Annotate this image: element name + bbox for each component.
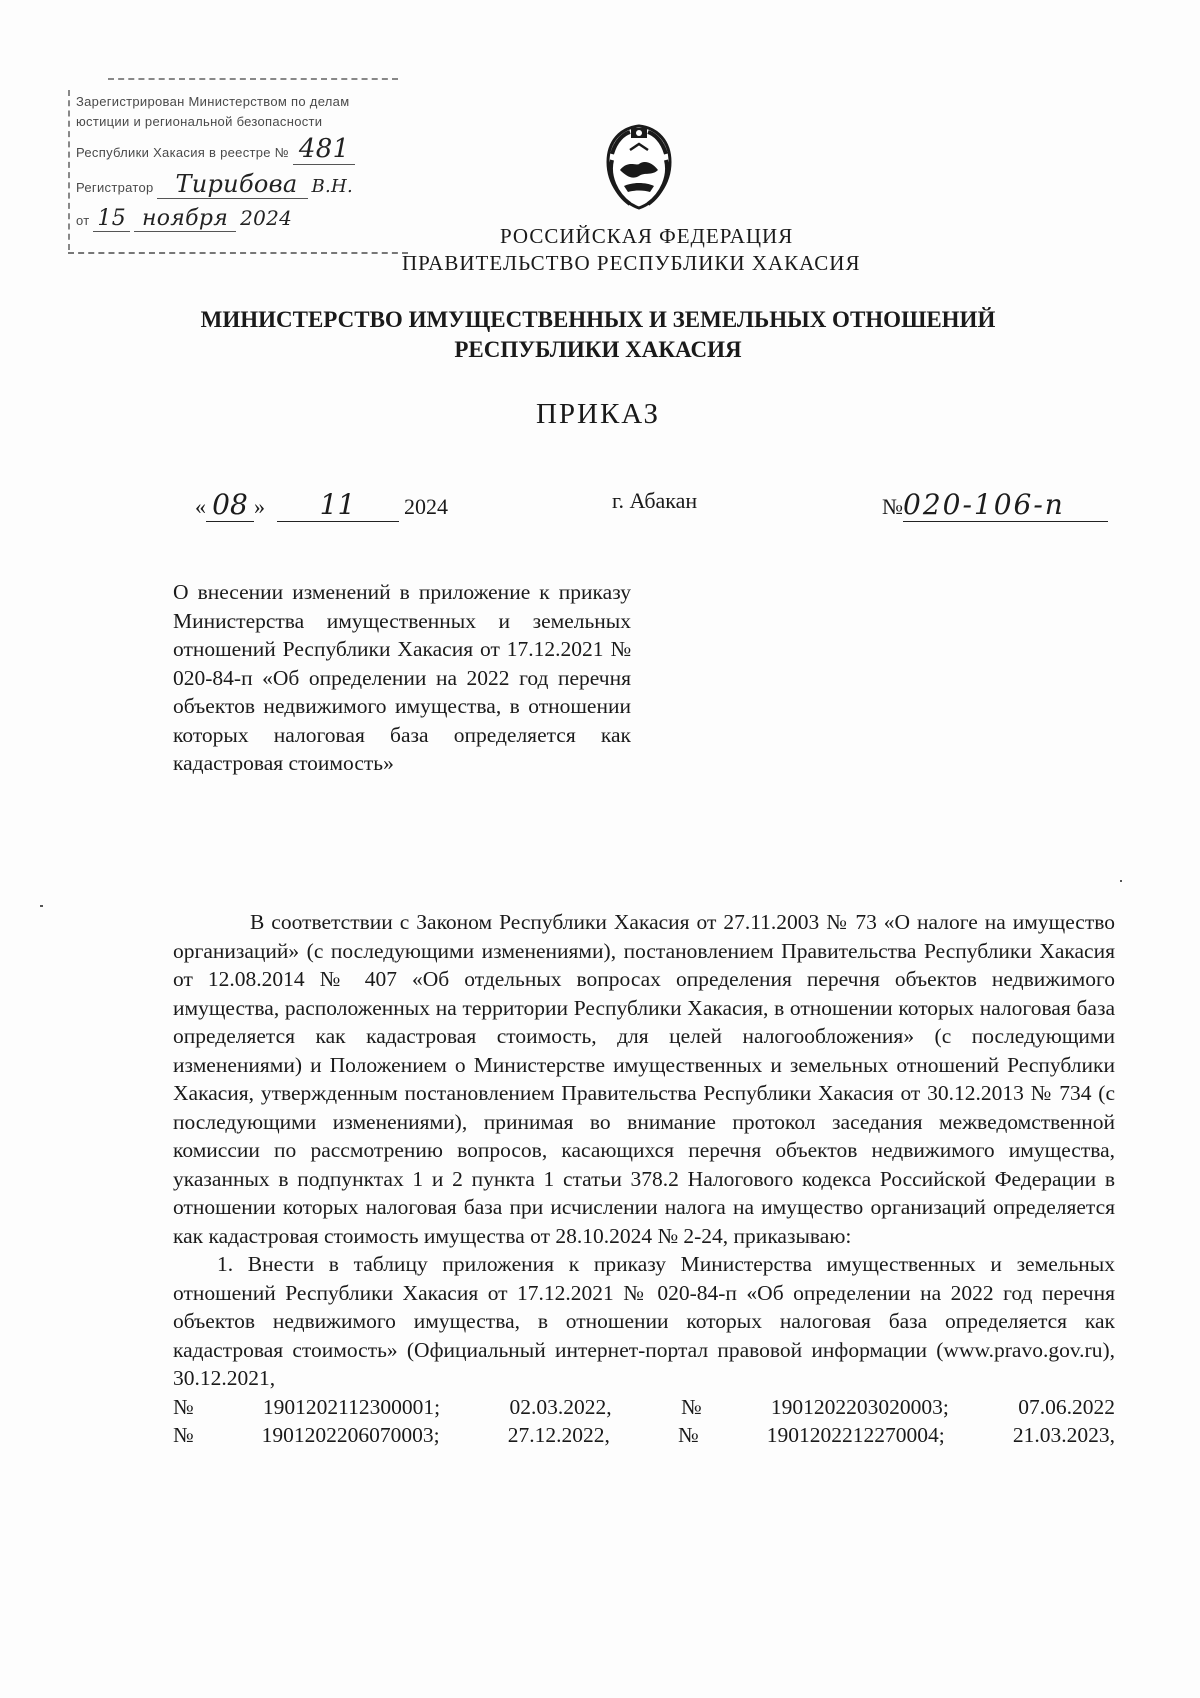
number-value: 020-106-п	[903, 488, 1108, 522]
stamp-registrar-initials: В.Н.	[311, 176, 354, 197]
reg-cell: 21.03.2023,	[1012, 1423, 1115, 1447]
scan-speck	[1120, 880, 1122, 882]
khakassia-coat-of-arms-icon	[600, 120, 678, 212]
order-city: г. Абакан	[612, 488, 698, 513]
order-date	[195, 488, 448, 522]
reg-cell: 27.12.2022,	[507, 1423, 610, 1447]
reg-cell: 1901202212270004;	[766, 1423, 945, 1447]
stamp-line-1: Зарегистрирован Министерством по делам	[76, 94, 350, 109]
date-year: 2024	[404, 494, 448, 519]
registration-stamp	[68, 70, 398, 260]
stamp-line-3-prefix: Республики Хакасия в реестре №	[76, 145, 289, 160]
stamp-date-year: 2024	[240, 206, 293, 230]
stamp-date-day: 15	[93, 206, 130, 232]
stamp-registrar-line	[76, 170, 353, 199]
body-paragraph-item-1: 1. Внести в таблицу приложения к приказу Министерства имущественных и земельных отношений Республики Хакасия от 17.12.2021 № 020-84-п «Об определении на 2022 год перечня объектов недвижимого имущества, в отношении которых налоговая база определяется как кадастровая стоимость» (Официальный интернет-портал правовой информации (www.pravo.gov.ru), 30.12.2021,	[173, 1252, 1115, 1390]
reg-cell: №	[678, 1423, 699, 1447]
stamp-registrar-signature: Тирибова	[157, 170, 307, 199]
number-sign: №	[882, 494, 903, 519]
document-type-title: ПРИКАЗ	[535, 398, 661, 430]
ministry-name	[48, 305, 1148, 365]
stamp-date-line	[76, 206, 292, 232]
registration-numbers-line-2	[173, 1421, 1115, 1450]
date-month: 11	[277, 488, 399, 522]
body-paragraph-preamble: В соответствии с Законом Республики Хакасия от 27.11.2003 № 73 «О налоге на имущество организаций» (с последующими изменениями), постановлением Правительства Республики Хакасия от 12.08.2014 № 407 «Об отдельных вопросах определения перечня объектов недвижимого имущества, расположенных на территории Республики Хакасия, в отношении которых налоговая база определяется как кадастровая стоимость, для целей налогообложения» (с последующими изменениями) и Положением о Министерстве имущественных и земельных отношений Республики Хакасия, утвержденным постановлением Правительства Республики Хакасия от 30.12.2013 № 734 (с последующими изменениями), принимая во внимание протокол заседания межведомственной комиссии по рассмотрению вопросов, касающихся перечня объектов недвижимого имущества, указанных в подпунктах 1 и 2 пункта 1 статьи 378.2 Налогового кодекса Российской Федерации в отношении которых налоговая база при исчислении налога на имущество организаций определяется как кадастровая стоимость имущества от 28.10.2024 № 2-24, приказываю:	[173, 910, 1115, 1248]
reg-cell: 1901202203020003;	[770, 1394, 949, 1419]
date-quote-open: «	[195, 494, 206, 519]
reg-cell: 02.03.2022,	[509, 1394, 612, 1419]
stamp-date-prefix: от	[76, 213, 90, 228]
stamp-border-bottom	[68, 252, 408, 254]
header-government: ПРАВИТЕЛЬСТВО РЕСПУБЛИКИ ХАКАСИЯ	[402, 251, 861, 275]
registration-numbers-line-1	[173, 1393, 1115, 1422]
stamp-line-3	[76, 134, 355, 165]
scan-speck	[40, 905, 43, 907]
stamp-registrar-label: Регистратор	[76, 180, 154, 195]
date-day: 08	[206, 488, 254, 522]
date-quote-close: »	[254, 494, 265, 519]
stamp-line-2: юстиции и региональной безопасности	[76, 114, 323, 129]
stamp-date-month: ноября	[134, 206, 236, 232]
order-number	[882, 488, 1108, 522]
stamp-border-top	[108, 78, 398, 80]
header-country: РОССИЙСКАЯ ФЕДЕРАЦИЯ	[500, 224, 794, 248]
reg-cell: 1901202206070003;	[261, 1423, 440, 1447]
reg-cell: №	[173, 1423, 194, 1447]
ministry-name-line-1: МИНИСТЕРСТВО ИМУЩЕСТВЕННЫХ И ЗЕМЕЛЬНЫХ ОТНОШЕНИЙ	[200, 307, 996, 332]
reg-cell: №	[173, 1394, 194, 1419]
order-subject: О внесении изменений в приложение к приказу Министерства имущественных и земельных отношений Республики Хакасия от 17.12.2021 № 020-84-п «Об определении на 2022 год перечня объектов недвижимого имущества, в отношении которых налоговая база определяется как кадастровая стоимость»	[173, 580, 631, 775]
stamp-border-left	[68, 90, 70, 250]
reg-cell: 07.06.2022	[1018, 1394, 1115, 1419]
order-body	[173, 908, 1115, 1450]
ministry-name-line-2: РЕСПУБЛИКИ ХАКАСИЯ	[454, 337, 742, 362]
reg-cell: №	[680, 1394, 702, 1419]
stamp-reg-number: 481	[293, 134, 356, 165]
reg-cell: 1901202112300001;	[262, 1394, 441, 1419]
